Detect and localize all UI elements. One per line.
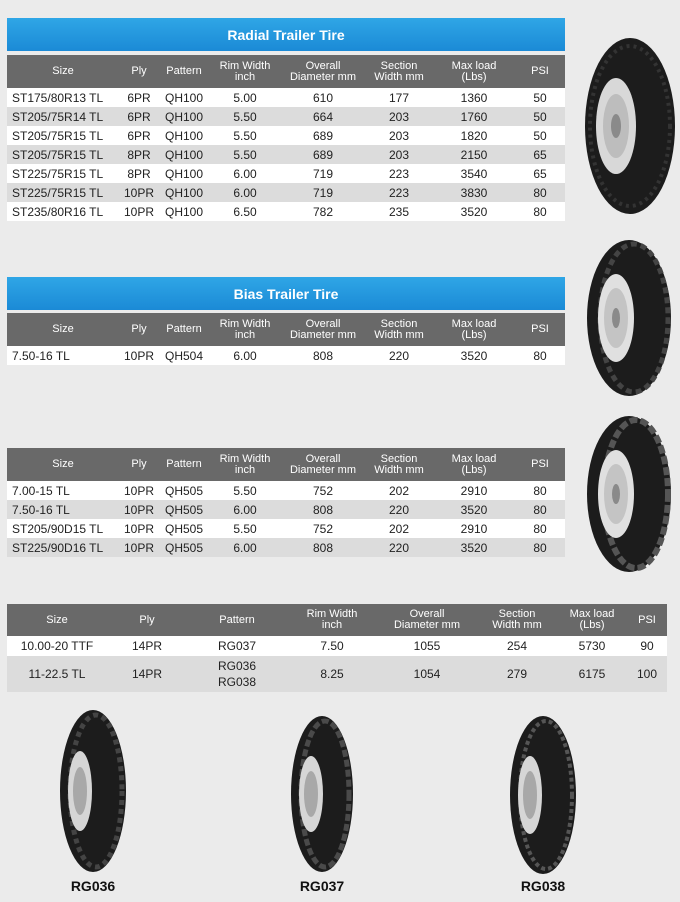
cell-ply: 8PR	[119, 145, 159, 164]
cell-section-width: 177	[365, 88, 433, 107]
cell-ply: 6PR	[119, 107, 159, 126]
cell-rim-width: 6.00	[209, 500, 281, 519]
col-header-ply: Ply	[119, 55, 159, 88]
col-header-max-load: Max load (Lbs)	[433, 55, 515, 88]
cell-section-width: 203	[365, 126, 433, 145]
cell-section-width: 223	[365, 183, 433, 202]
col-header-rim-width: Rim Width inch	[209, 313, 281, 346]
cell-psi: 80	[515, 538, 565, 557]
cell-pattern: QH100	[159, 202, 209, 221]
rg037-caption: RG037	[299, 878, 345, 894]
cell-overall-diameter: 719	[281, 183, 365, 202]
col-header-rim-width: Rim Width inch	[287, 604, 377, 636]
col-header-psi: PSI	[515, 313, 565, 346]
bias-banner	[7, 277, 565, 310]
col-header-section-width: Section Width mm	[365, 55, 433, 88]
cell-rim-width: 6.00	[209, 346, 281, 365]
cell-section-width: 254	[477, 636, 557, 656]
cell-overall-diameter: 610	[281, 88, 365, 107]
cell-psi: 50	[515, 126, 565, 145]
cell-size: ST175/80R13 TL	[7, 88, 119, 107]
cell-max-load: 3540	[433, 164, 515, 183]
cell-rim-width: 5.50	[209, 519, 281, 538]
cell-size: ST225/75R15 TL	[7, 183, 119, 202]
cell-overall-diameter: 808	[281, 500, 365, 519]
cell-ply: 6PR	[119, 126, 159, 145]
bias-table	[7, 313, 565, 365]
cell-size: ST225/90D16 TL	[7, 538, 119, 557]
rg037-tire-image	[289, 714, 355, 874]
table-row	[7, 519, 565, 538]
cell-psi: 80	[515, 202, 565, 221]
cell-overall-diameter: 664	[281, 107, 365, 126]
col-header-rim-width: Rim Width inch	[209, 448, 281, 481]
col-header-size: Size	[7, 448, 119, 481]
cell-max-load: 2910	[433, 519, 515, 538]
cell-rim-width: 8.25	[287, 656, 377, 692]
cell-psi: 80	[515, 481, 565, 500]
col-header-overall-diameter: Overall Diameter mm	[281, 55, 365, 88]
cell-overall-diameter: 782	[281, 202, 365, 221]
table-row	[7, 183, 565, 202]
cell-section-width: 235	[365, 202, 433, 221]
table-row	[7, 636, 667, 656]
cell-rim-width: 5.50	[209, 481, 281, 500]
cell-pattern: RG037	[187, 636, 287, 656]
col-header-ply: Ply	[107, 604, 187, 636]
cell-overall-diameter: 752	[281, 481, 365, 500]
cell-pattern: QH504	[159, 346, 209, 365]
table-header-row	[7, 313, 565, 346]
cell-ply: 10PR	[119, 183, 159, 202]
cell-ply: 10PR	[119, 202, 159, 221]
cell-overall-diameter: 689	[281, 126, 365, 145]
col-header-pattern: Pattern	[187, 604, 287, 636]
cell-psi: 80	[515, 346, 565, 365]
cell-psi: 100	[627, 656, 667, 692]
cell-pattern: QH505	[159, 500, 209, 519]
cell-overall-diameter: 689	[281, 145, 365, 164]
cell-section-width: 203	[365, 107, 433, 126]
cell-section-width: 220	[365, 538, 433, 557]
table-row	[7, 500, 565, 519]
table-row	[7, 145, 565, 164]
table-row	[7, 656, 667, 692]
cell-section-width: 202	[365, 519, 433, 538]
cell-size: 7.50-16 TL	[7, 500, 119, 519]
table-row	[7, 202, 565, 221]
cell-section-width: 202	[365, 481, 433, 500]
cell-size: 10.00-20 TTF	[7, 636, 107, 656]
cell-rim-width: 6.00	[209, 183, 281, 202]
cell-rim-width: 6.50	[209, 202, 281, 221]
cell-ply: 14PR	[107, 636, 187, 656]
cell-overall-diameter: 1054	[377, 656, 477, 692]
cell-overall-diameter: 808	[281, 538, 365, 557]
cell-ply: 10PR	[119, 346, 159, 365]
cell-rim-width: 6.00	[209, 538, 281, 557]
cell-ply: 10PR	[119, 481, 159, 500]
cell-max-load: 1760	[433, 107, 515, 126]
table-row	[7, 538, 565, 557]
cell-psi: 80	[515, 500, 565, 519]
cell-max-load: 3520	[433, 346, 515, 365]
cell-pattern: QH100	[159, 88, 209, 107]
rg-table	[7, 604, 667, 692]
cell-pattern: QH505	[159, 519, 209, 538]
bias-tire-image	[584, 238, 674, 398]
cell-rim-width: 5.50	[209, 145, 281, 164]
cell-max-load: 3830	[433, 183, 515, 202]
cell-psi: 50	[515, 88, 565, 107]
cell-max-load: 1360	[433, 88, 515, 107]
col-header-overall-diameter: Overall Diameter mm	[281, 313, 365, 346]
radial-table	[7, 55, 565, 221]
col-header-pattern: Pattern	[159, 55, 209, 88]
cell-psi: 80	[515, 519, 565, 538]
cell-ply: 10PR	[119, 500, 159, 519]
col-header-psi: PSI	[627, 604, 667, 636]
rg036-caption: RG036	[70, 878, 116, 894]
table-row	[7, 88, 565, 107]
col-header-section-width: Section Width mm	[365, 313, 433, 346]
table-header-row	[7, 448, 565, 481]
cell-ply: 6PR	[119, 88, 159, 107]
radial-tire-image	[580, 36, 676, 216]
cell-section-width: 223	[365, 164, 433, 183]
qh505-tire-image	[584, 414, 674, 574]
col-header-max-load: Max load (Lbs)	[433, 313, 515, 346]
table-row	[7, 481, 565, 500]
cell-rim-width: 5.50	[209, 107, 281, 126]
cell-max-load: 2150	[433, 145, 515, 164]
cell-size: ST235/80R16 TL	[7, 202, 119, 221]
rg038-caption: RG038	[520, 878, 566, 894]
col-header-section-width: Section Width mm	[365, 448, 433, 481]
col-header-overall-diameter: Overall Diameter mm	[281, 448, 365, 481]
cell-psi: 65	[515, 145, 565, 164]
cell-max-load: 3520	[433, 500, 515, 519]
cell-psi: 80	[515, 183, 565, 202]
cell-size: 11-22.5 TL	[7, 656, 107, 692]
col-header-pattern: Pattern	[159, 313, 209, 346]
table-header-row	[7, 604, 667, 636]
cell-pattern: QH100	[159, 126, 209, 145]
cell-size: 7.00-15 TL	[7, 481, 119, 500]
cell-max-load: 1820	[433, 126, 515, 145]
qh505-table	[7, 448, 565, 557]
table-row	[7, 107, 565, 126]
col-header-psi: PSI	[515, 448, 565, 481]
col-header-ply: Ply	[119, 313, 159, 346]
radial-banner	[7, 18, 565, 51]
cell-overall-diameter: 808	[281, 346, 365, 365]
cell-size: ST205/75R15 TL	[7, 145, 119, 164]
cell-size: ST205/75R15 TL	[7, 126, 119, 145]
col-header-pattern: Pattern	[159, 448, 209, 481]
cell-pattern: QH505	[159, 538, 209, 557]
cell-max-load: 6175	[557, 656, 627, 692]
table-row	[7, 164, 565, 183]
col-header-ply: Ply	[119, 448, 159, 481]
table-row	[7, 126, 565, 145]
col-header-rim-width: Rim Width inch	[209, 55, 281, 88]
rg038-tire-image	[508, 714, 578, 876]
cell-section-width: 279	[477, 656, 557, 692]
cell-rim-width: 7.50	[287, 636, 377, 656]
col-header-size: Size	[7, 55, 119, 88]
cell-pattern: QH100	[159, 145, 209, 164]
cell-size: ST225/75R15 TL	[7, 164, 119, 183]
cell-max-load: 2910	[433, 481, 515, 500]
cell-pattern: QH100	[159, 183, 209, 202]
cell-pattern: RG036 RG038	[187, 656, 287, 692]
cell-overall-diameter: 752	[281, 519, 365, 538]
cell-section-width: 203	[365, 145, 433, 164]
cell-size: ST205/75R14 TL	[7, 107, 119, 126]
cell-max-load: 3520	[433, 202, 515, 221]
cell-section-width: 220	[365, 346, 433, 365]
cell-ply: 10PR	[119, 519, 159, 538]
col-header-section-width: Section Width mm	[477, 604, 557, 636]
cell-section-width: 220	[365, 500, 433, 519]
table-header-row	[7, 55, 565, 88]
col-header-max-load: Max load (Lbs)	[557, 604, 627, 636]
cell-max-load: 3520	[433, 538, 515, 557]
cell-size: ST205/90D15 TL	[7, 519, 119, 538]
table-row	[7, 346, 565, 365]
col-header-psi: PSI	[515, 55, 565, 88]
cell-pattern: QH505	[159, 481, 209, 500]
cell-rim-width: 6.00	[209, 164, 281, 183]
cell-rim-width: 5.50	[209, 126, 281, 145]
cell-size: 7.50-16 TL	[7, 346, 119, 365]
cell-ply: 8PR	[119, 164, 159, 183]
cell-max-load: 5730	[557, 636, 627, 656]
cell-pattern: QH100	[159, 107, 209, 126]
col-header-overall-diameter: Overall Diameter mm	[377, 604, 477, 636]
cell-psi: 65	[515, 164, 565, 183]
col-header-max-load: Max load (Lbs)	[433, 448, 515, 481]
radial-title: Radial Trailer Tire	[227, 26, 345, 43]
cell-psi: 90	[627, 636, 667, 656]
cell-ply: 10PR	[119, 538, 159, 557]
col-header-size: Size	[7, 604, 107, 636]
cell-overall-diameter: 719	[281, 164, 365, 183]
bias-title: Bias Trailer Tire	[233, 285, 339, 302]
cell-ply: 14PR	[107, 656, 187, 692]
cell-psi: 50	[515, 107, 565, 126]
col-header-size: Size	[7, 313, 119, 346]
cell-rim-width: 5.00	[209, 88, 281, 107]
rg036-tire-image	[58, 708, 128, 874]
cell-overall-diameter: 1055	[377, 636, 477, 656]
cell-pattern: QH100	[159, 164, 209, 183]
